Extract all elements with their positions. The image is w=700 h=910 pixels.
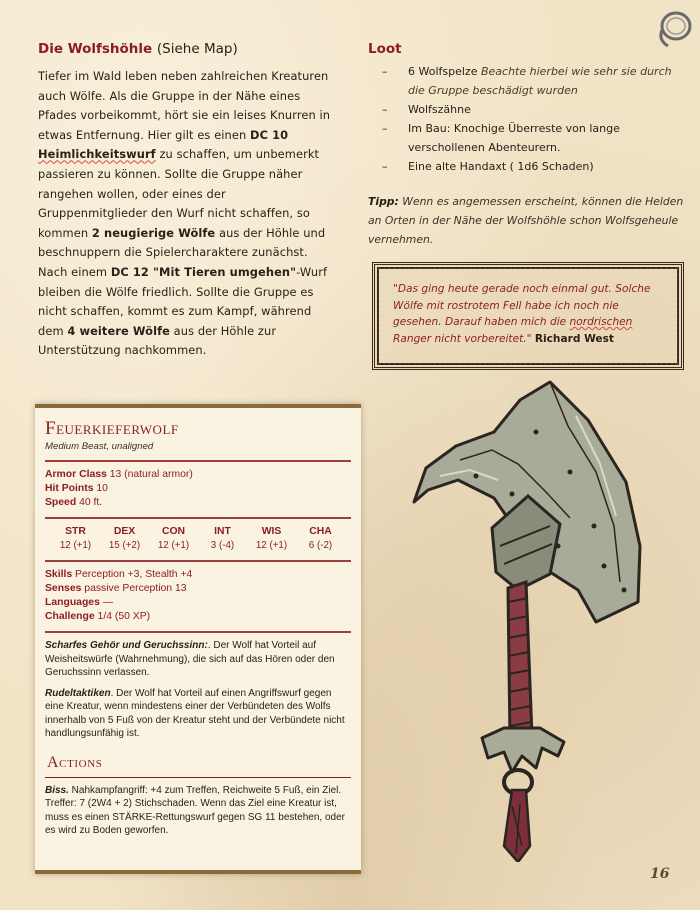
ability-value: 3 (-4) <box>210 540 235 551</box>
ability-str <box>52 525 100 553</box>
quote-text <box>393 281 663 347</box>
battle-axe-icon <box>400 376 670 862</box>
loot-section <box>368 40 684 249</box>
ability-value: 12 (+1) <box>157 540 190 551</box>
more-wolves: 4 weitere Wölfe <box>67 323 170 338</box>
creature-name: Feuerkieferwolf <box>45 418 179 439</box>
senses-value: passive Perception 13 <box>84 583 187 594</box>
ability-name: WIS <box>261 526 282 537</box>
ability-name: INT <box>214 526 231 537</box>
hit-points-label: Hit Points <box>45 483 94 494</box>
section-title-text: Die Wolfshöhle <box>38 41 153 57</box>
action-bite <box>45 784 351 838</box>
page-number: 16 <box>650 866 670 882</box>
body-part-2: zu schaffen, um unbemerkt passieren zu können. Sollte die Gruppe näher rangehen wollen, oder eines der Gruppenmitglieder den Wurf nicht schaffen, so kommen <box>38 147 320 240</box>
loot-item <box>368 100 684 119</box>
loot-item-note: Beachte hierbei wie sehr sie durch die Gruppe beschädigt wurden <box>408 65 672 97</box>
stat-block <box>35 404 361 874</box>
body-part-3: aus der Höhle und beschnuppern die Spielercharaktere zunächst. Nach einem <box>38 225 326 279</box>
trait-text: . Der Wolf hat Vorteil auf Weisheitswürfe (Wahrnehmung), die sich auf das Hören oder den Geruchssinn verlassen. <box>45 640 335 678</box>
loot-item-text: Im Bau: Knochige Überreste von lange verschollenen Abenteurern. <box>408 122 620 154</box>
divider <box>45 460 351 462</box>
loot-item <box>368 62 684 100</box>
skills <box>45 568 351 582</box>
trait-name: Scharfes Gehör und Geruchssinn: <box>45 640 208 651</box>
ability-value: 6 (-2) <box>308 540 333 551</box>
trait-keen-senses <box>45 639 351 680</box>
speed-value: 40 ft. <box>79 497 103 508</box>
ability-value: 12 (+1) <box>59 540 92 551</box>
challenge-label: Challenge <box>45 611 95 622</box>
quote-body-end: Ranger nicht vorbereitet." <box>393 332 532 345</box>
trait-name: Rudeltaktiken <box>45 687 111 699</box>
hit-points-value: 10 <box>96 483 108 494</box>
loot-item-text: Wolfszähne <box>408 103 471 116</box>
section-title <box>38 40 334 58</box>
armor-class-label: Armor Class <box>45 469 107 480</box>
armor-class-value: 13 (natural armor) <box>109 469 193 480</box>
skills-value: Perception +3, Stealth +4 <box>75 569 193 580</box>
section-body <box>38 67 334 361</box>
loot-item <box>368 157 684 176</box>
speed <box>45 496 351 510</box>
ability-scores <box>51 525 345 553</box>
challenge <box>45 610 351 624</box>
body-part-4: -Wurf bleiben die Wölfe friedlich. Sollte die Gruppe es nicht schaffen, kommt es zum Kampf, während dem <box>38 264 328 338</box>
speed-label: Speed <box>45 497 77 508</box>
ability-name: STR <box>65 526 86 537</box>
challenge-value: 1/4 (50 XP) <box>97 611 151 622</box>
quote-box <box>372 262 684 370</box>
ability-name: CHA <box>309 526 332 537</box>
divider <box>45 777 351 778</box>
trait-pack-tactics <box>45 687 351 741</box>
ability-cha <box>297 525 345 553</box>
loot-list <box>368 62 684 176</box>
divider <box>45 517 351 519</box>
quote-body: "Das ging heute gerade noch einmal gut. Solche Wölfe mit rostrotem Fell habe ich noch nie gesehen. Darauf haben mich die <box>393 283 651 328</box>
ability-dex <box>101 525 149 553</box>
dc-animal-handling: DC 12 "Mit Tieren umgehen" <box>110 264 297 279</box>
loot-item-text: Eine alte Handaxt ( 1d6 Schaden) <box>408 160 594 173</box>
hit-points <box>45 482 351 496</box>
ability-wis <box>248 525 296 553</box>
ability-value: 12 (+1) <box>255 540 288 551</box>
quote-squiggle-word: nordrischen <box>569 316 633 328</box>
section-title-sub: (Siehe Map) <box>156 41 238 57</box>
action-text: Nahkampfangriff: +4 zum Treffen, Reichweite 5 Fuß, ein Ziel. Treffer: 7 (2W4 + 2) Stichschaden. Wenn das Ziel eine Kreatur ist, muss es einen STÄRKE-Rettungswurf gegen SG 11 bestehen, oder es wird zu Boden geworfen. <box>45 784 345 836</box>
ability-int <box>199 525 247 553</box>
ability-value: 15 (+2) <box>108 540 141 551</box>
body-part-5: aus der Höhle zur Unterstützung nachkommen. <box>38 323 277 358</box>
wolfshoehle-section <box>38 40 334 361</box>
armor-class <box>45 468 351 482</box>
creature-type: Medium Beast, unaligned <box>45 441 154 452</box>
languages-value: — <box>102 597 114 608</box>
tip-label: Tipp: <box>368 195 399 208</box>
dc-stealth-skill: Heimlichkeitswurf <box>38 147 156 162</box>
skills-label: Skills <box>45 569 73 580</box>
languages-label: Languages <box>45 597 100 608</box>
divider <box>45 560 351 562</box>
loot-title: Loot <box>368 41 402 57</box>
tip-text: Wenn es angemessen erscheint, können die Helden an Orten in der Nähe der Wolfshöhle schon Wolfsgeheule vernehmen. <box>368 195 684 246</box>
senses <box>45 582 351 596</box>
dc-stealth: DC 10 <box>250 127 289 142</box>
senses-label: Senses <box>45 583 82 594</box>
action-name: Biss. <box>45 784 69 796</box>
loot-item <box>368 119 684 157</box>
trait-text: . Der Wolf hat Vorteil auf einen Angriffswurf gegen eine Kreatur, wenn mindestens einer der Verbündeten des Wolfs innerhalb von 5 Fuß von der Kreatur steht und der Verbündete nicht handlungsunfähig ist. <box>45 687 345 739</box>
curious-wolves: 2 neugierige Wölfe <box>91 225 216 240</box>
divider <box>45 631 351 633</box>
ability-name: DEX <box>113 526 136 537</box>
actions-title: Actions <box>47 753 103 771</box>
languages <box>45 596 351 610</box>
loot-item-text: 6 Wolfspelze <box>408 65 481 78</box>
body-part-1: Tiefer im Wald leben neben zahlreichen Kreaturen auch Wölfe. Als die Gruppe in der Nähe eines Pfades vorbeikommt, hört sie ein leises Knurren in etwas Entfernung. Hier gilt es einen <box>38 69 331 142</box>
quote-author: Richard West <box>534 332 614 345</box>
ability-con <box>150 525 198 553</box>
tip-paragraph <box>368 192 684 249</box>
ability-name: CON <box>161 526 186 537</box>
